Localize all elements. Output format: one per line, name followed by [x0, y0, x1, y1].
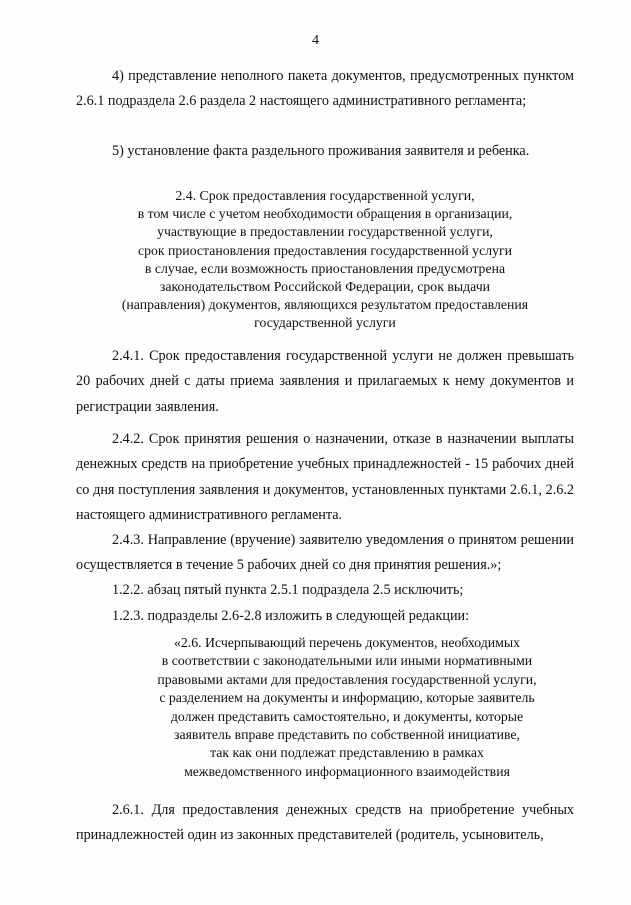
heading-line: в том числе с учетом необходимости обращения в организации, — [137, 206, 513, 222]
paragraph-2-6-1: 2.6.1. Для предоставления денежных средств на приобретение учебных принадлежностей один из законных представителей (родитель, усыновитель, — [76, 802, 574, 844]
heading-line: государственной услуги — [254, 315, 396, 331]
heading-line: в соответствии с законодательными или иными нормативными — [161, 653, 533, 669]
heading-line: участвующие в предоставлении государственной услуги, — [157, 224, 493, 240]
heading-line: в случае, если возможность приостановления предусмотрена — [144, 260, 506, 276]
section-2-6-heading — [122, 634, 572, 781]
heading-line: правовыми актами для предоставления государственной услуги, — [157, 671, 537, 687]
heading-line: срок приостановления предоставления государственной услуги — [137, 242, 513, 258]
page-number: 4 — [312, 33, 319, 48]
paragraph-2-4-1: 2.4.1. Срок предоставления государственной услуги не должен превышать 20 рабочих дней с даты приема заявления и прилагаемых к нему документов и регистрации заявления. — [76, 348, 574, 415]
heading-line: межведомственного информационного взаимодействия — [184, 763, 510, 779]
heading-line: «2.6. Исчерпывающий перечень документов, необходимых — [173, 635, 521, 650]
section-2-4-heading — [86, 187, 564, 333]
heading-line: (направления) документов, являющихся результатом предоставления — [121, 297, 529, 313]
amendment-1-2-2: 1.2.2. абзац пятый пункта 2.5.1 подраздела 2.5 исключить; — [112, 582, 464, 598]
list-item-5: 5) установление факта раздельного проживания заявителя и ребенка. — [112, 143, 530, 159]
heading-line: заявитель вправе представить по собственной инициативе, — [174, 727, 520, 743]
heading-line: должен представить самостоятельно, и документы, которые — [170, 708, 524, 724]
amendment-1-2-3: 1.2.3. подразделы 2.6-2.8 изложить в следующей редакции: — [112, 608, 470, 624]
paragraph-2-4-3: 2.4.3. Направление (вручение) заявителю уведомления о принятом решении осуществляется в течение 5 рабочих дней со дня принятия решения.»; — [76, 532, 574, 574]
heading-line: законодательством Российской Федерации, срок выдачи — [159, 279, 491, 295]
list-item-4: 4) представление неполного пакета документов, предусмотренных пунктом 2.6.1 подраздела 2.6 раздела 2 настоящего административного регламента; — [76, 68, 574, 110]
paragraph-2-4-2: 2.4.2. Срок принятия решения о назначении, отказе в назначении выплаты денежных средств на приобретение учебных принадлежностей - 15 рабочих дней со дня поступления заявления и документов, установленных пунктами 2.6.1, 2.6.2 настоящего административного регламента. — [76, 431, 574, 523]
heading-line: так как они подлежат представлению в рамках — [210, 745, 484, 761]
heading-line: 2.4. Срок предоставления государственной услуги, — [175, 188, 475, 203]
heading-line: с разделением на документы и информацию, которые заявитель — [159, 690, 535, 706]
